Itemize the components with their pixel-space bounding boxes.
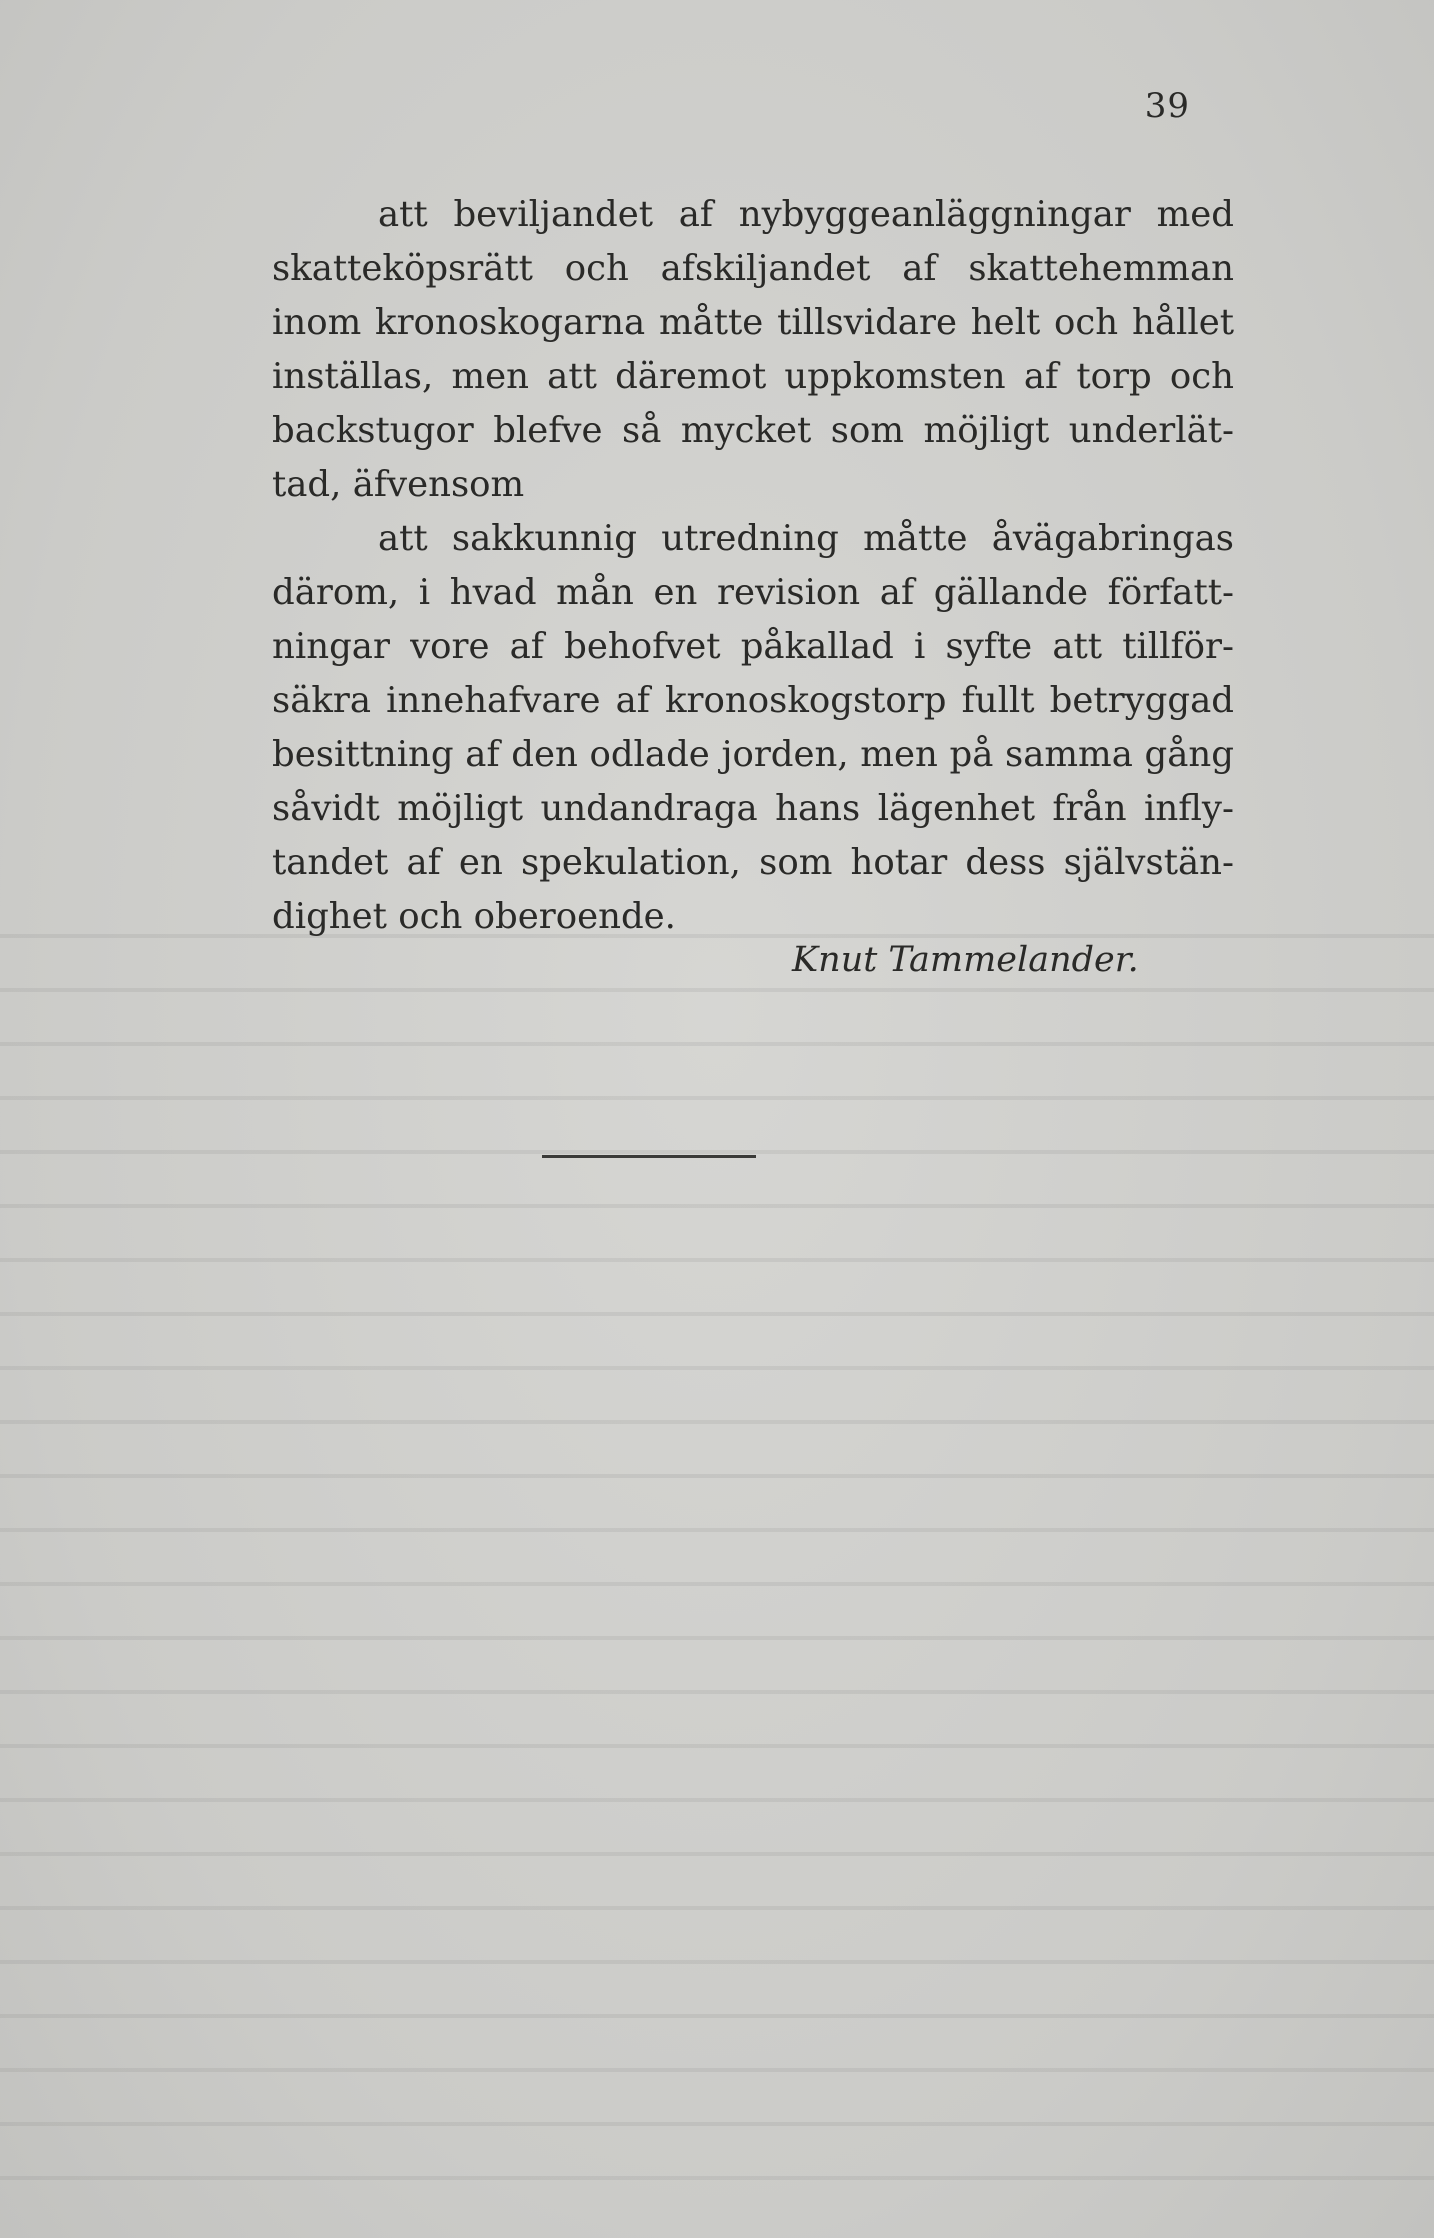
text-line: inom kronoskogarna måtte tillsvidare helt och hållet — [272, 302, 1234, 343]
text-line: såvidt möjligt undandraga hans lägenhet från infly- — [272, 788, 1234, 829]
text-line: att sakkunnig utredning måtte åvägabringas — [378, 518, 1234, 559]
section-divider — [542, 1155, 756, 1158]
text-line: besittning af den odlade jorden, men på samma gång — [272, 734, 1234, 775]
page-number: 39 — [1144, 86, 1190, 126]
text-line: skatteköpsrätt och afskiljandet af skattehemman — [272, 248, 1234, 289]
text-line: inställas, men att däremot uppkomsten af torp och — [272, 356, 1234, 397]
text-line: tad, äfvensom — [272, 464, 525, 505]
text-line: ningar vore af behofvet påkallad i syfte att tillför- — [272, 626, 1234, 667]
text-line: därom, i hvad mån en revision af gällande författ- — [272, 572, 1234, 613]
text-line: dighet och oberoende. — [272, 896, 676, 937]
body-text — [272, 188, 1234, 944]
signature: Knut Tammelander. — [792, 940, 1139, 980]
text-line: säkra innehafvare af kronoskogstorp fullt betryggad — [272, 680, 1234, 721]
text-line: tandet af en spekulation, som hotar dess självstän- — [272, 842, 1234, 883]
text-line: backstugor blefve så mycket som möjligt underlät- — [272, 410, 1234, 451]
show-through-texture — [0, 900, 1434, 2200]
text-line: att beviljandet af nybyggeanläggningar med — [378, 194, 1234, 235]
